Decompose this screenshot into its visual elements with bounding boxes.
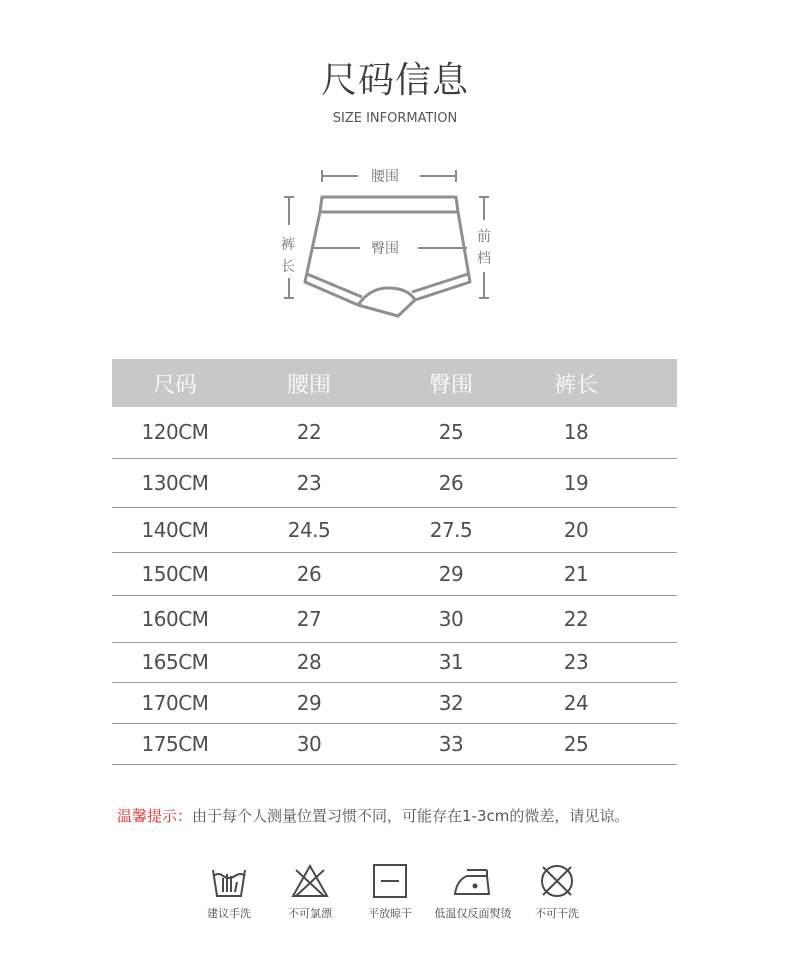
waist-label: 腰围: [367, 166, 403, 186]
cell-size: 140CM: [112, 507, 238, 552]
table-row: [112, 642, 677, 682]
care-label: 不可干洗: [535, 907, 579, 920]
cell-hip: 30: [380, 595, 522, 642]
table-row: [112, 407, 677, 458]
dry-flat-icon: [370, 862, 410, 900]
tip-text: 由于每个人测量位置习惯不同，可能存在1-3cm的微差，请见谅。: [192, 807, 630, 825]
header-waist: 腰围: [238, 359, 380, 407]
cell-size: 150CM: [112, 552, 238, 595]
cell-size: 170CM: [112, 682, 238, 723]
header-hip: 臀围: [380, 359, 522, 407]
header-size: 尺码: [112, 359, 238, 407]
cell-waist: 26: [238, 552, 380, 595]
cell-size: 165CM: [112, 642, 238, 682]
cell-hip: 31: [380, 642, 522, 682]
care-item-no-dry-clean: [517, 862, 597, 921]
cell-hip: 29: [380, 552, 522, 595]
care-label: 平放晾干: [368, 907, 412, 920]
care-label: 建议手洗: [207, 907, 251, 920]
table-header-row: [112, 359, 677, 407]
table-row: [112, 682, 677, 723]
cell-waist: 28: [238, 642, 380, 682]
care-label: 不可氯漂: [288, 907, 332, 920]
cell-length: 25: [522, 723, 630, 764]
no-dry-clean-icon: [537, 862, 577, 900]
care-item-dry-flat: [350, 862, 430, 921]
cell-size: 160CM: [112, 595, 238, 642]
table-row: [112, 458, 677, 507]
hand-wash-icon: [209, 862, 249, 900]
cell-hip: 33: [380, 723, 522, 764]
table-row: [112, 552, 677, 595]
cell-size: 175CM: [112, 723, 238, 764]
cell-waist: 23: [238, 458, 380, 507]
cell-hip: 26: [380, 458, 522, 507]
page-title: 尺码信息: [320, 60, 469, 101]
tip-label: 温馨提示：: [117, 807, 193, 825]
page-subtitle: SIZE INFORMATION: [332, 111, 458, 126]
cell-hip: 32: [380, 682, 522, 723]
care-item-low-iron: [433, 862, 513, 921]
header-spacer: [630, 359, 677, 407]
cell-length: 19: [522, 458, 630, 507]
low-iron-icon: [451, 862, 495, 900]
cell-length: 18: [522, 407, 630, 458]
header-length: 裤长: [522, 359, 630, 407]
cell-size: 130CM: [112, 458, 238, 507]
cell-length: 22: [522, 595, 630, 642]
table-row: [112, 595, 677, 642]
cell-hip: 27.5: [380, 507, 522, 552]
cell-length: 23: [522, 642, 630, 682]
cell-size: 120CM: [112, 407, 238, 458]
cell-length: 21: [522, 552, 630, 595]
table-row: [112, 723, 677, 764]
length-label: 裤长: [280, 234, 296, 278]
cell-waist: 29: [238, 682, 380, 723]
shorts-measurement-diagram: [270, 160, 510, 325]
size-tip: [117, 805, 629, 826]
cell-length: 20: [522, 507, 630, 552]
care-label: 低温仅反面熨烫: [434, 907, 512, 920]
rise-label: 前档: [476, 226, 492, 270]
no-bleach-icon: [290, 862, 330, 900]
care-item-hand-wash: [189, 862, 269, 921]
cell-hip: 25: [380, 407, 522, 458]
hip-label: 臀围: [367, 238, 403, 258]
cell-waist: 30: [238, 723, 380, 764]
size-table: [112, 359, 677, 765]
care-item-no-bleach: [270, 862, 350, 921]
cell-waist: 22: [238, 407, 380, 458]
cell-waist: 24.5: [238, 507, 380, 552]
table-row: [112, 507, 677, 552]
cell-waist: 27: [238, 595, 380, 642]
cell-length: 24: [522, 682, 630, 723]
